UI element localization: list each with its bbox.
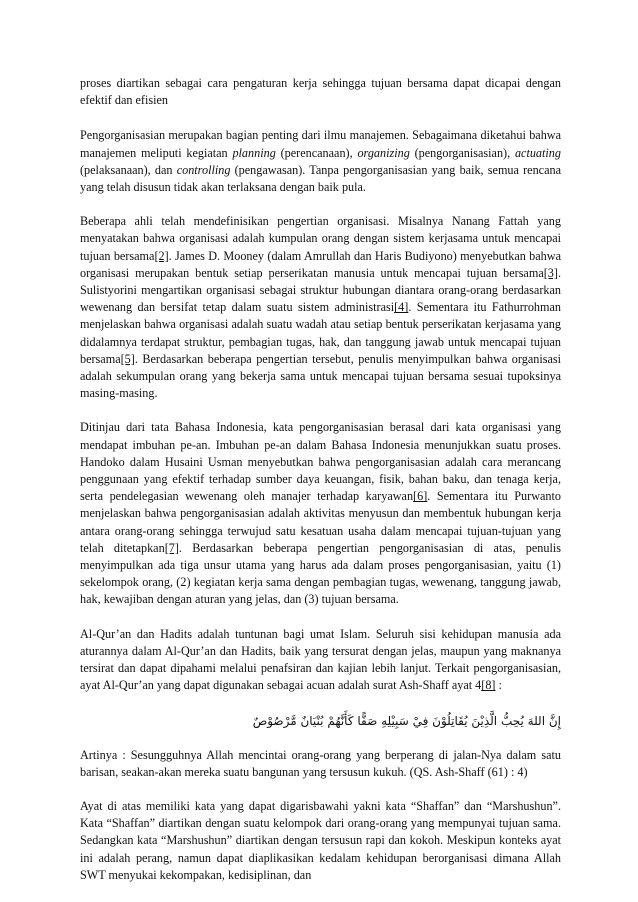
text: . Sementara itu Purwanto menjelaskan bahwa pengorganisasian adalah aktivitas menyusun dan membentuk hubungan kerja antara orang-orang sehingga terwujud satu kesatuan usaha dalam mencapai tujuan-tujuan yang telah ditetapkan xyxy=(80,489,561,555)
paragraph-7: Ayat di atas memiliki kata yang dapat digarisbawahi yakni kata “Shaffan” dan “Marshushun”. Kata “Shaffan” diartikan dengan suatu kelompok dari orang-orang yang mempunyai tujuan sama. Sedangkan kata “Marshushun” diartikan dengan tersusun rapi dan kokoh. Meskipun konteks ayat ini adalah perang, namun dapat diaplikasikan kedalam kehidupan berorganisasi dimana Allah SWT menyukai kekompakan, kedisiplinan, dan xyxy=(80,798,561,882)
footnote-link-3[interactable]: [3] xyxy=(543,265,558,280)
text: (perencanaan), xyxy=(275,145,358,160)
text: (pengorganisasian), xyxy=(409,145,515,160)
verse-translation: Artinya : Sesungguhnya Allah mencintai orang-orang yang berperang di jalan-Nya dalam satu barisan, seakan-akan mereka suatu bangunan yang tersusun kukuh. (QS. Ash-Shaff (61) : 4) xyxy=(80,747,561,779)
text: . Berdasarkan beberapa pengertian pengorganisasian di atas, penulis menyimpulkan ada tiga unsur utama yang harus ada dalam proses pengorganisasian, yaitu (1) sekelompok orang, (2) kegiatan kerja sama dengan pembagian tugas, wewenang, tanggung jawab, hak, kewajiban dengan aturan yang jelas, dan (3) tujuan bersama. xyxy=(80,540,561,607)
quran-verse-arabic: إِنَّ اللهَ يُحِبُّ الَّذِيْنَ يُقَاتِلُوْنَ فِيْ سَبِيْلِهِ صَفًّا كَأَنَّهُمْ بُنْيَانٌ مَّرْصُوْصٌ xyxy=(252,713,561,728)
text: Beberapa ahli telah mendefinisikan pengertian organisasi. Misalnya Nanang Fattah yang menyatakan bahwa organisasi adalah kumpulan orang dengan sistem kerjasama untuk mencapai tujuan bersama xyxy=(80,214,561,263)
footnote-link-6[interactable]: [6] xyxy=(413,489,428,504)
paragraph-5 xyxy=(80,626,561,695)
term-planning: planning xyxy=(232,145,276,160)
text: . James D. Mooney (dalam Amrullah dan Haris Budiyono) menyebutkan bahwa organisasi merupakan bentuk setiap perserikatan manusia untuk mencapai tujuan bersama xyxy=(80,248,561,280)
text: Ditinjau dari tata Bahasa Indonesia, kata pengorganisasian berasal dari kata organisasi yang mendapat imbuhan pe-an. Imbuhan pe-an dalam Bahasa Indonesia menunjukkan suatu proses. Handoko dalam Husaini Usman menyebutkan bahwa pengorganisasian adalah cara merancang penggunaan yang efektif terhadap sumber daya keuangan, fisik, bahan baku, dan tenaga kerja, serta pendelegasian wewenang oleh manajer terhadap karyawan xyxy=(80,420,561,504)
text: : xyxy=(495,678,502,693)
term-organizing: organizing xyxy=(357,145,410,160)
text: Al-Qur’an dan Hadits adalah tuntunan bagi umat Islam. Seluruh sisi kehidupan manusia ada aturannya dalam Al-Qur’an dan Hadits, baik yang tersurat dengan jelas, maupun yang maknanya tersirat dan dapat dipahami melalui penafsiran dan kajian lebih lanjut. Terkait pengorganisasian, ayat Al-Qur’an yang dapat digunakan sebagai acuan adalah surat Ash-Shaff ayat 4 xyxy=(80,626,561,693)
paragraph-3 xyxy=(80,213,561,402)
footnote-link-8[interactable]: [8] xyxy=(481,678,496,693)
text: . Berdasarkan beberapa pengertian tersebut, penulis menyimpulkan bahwa organisasi adalah sekumpulan orang yang bekerja sama untuk mencapai tujuan bersama sesuai tupoksinya masing-masing. xyxy=(80,351,561,401)
text: . Sulistyorini mengartikan organisasi sebagai struktur hubungan diantara orang-orang berdasarkan wewenang dan bersifat tetap dalam suatu sistem administrasi xyxy=(80,265,561,315)
text: Pengorganisasian merupakan bagian penting dari ilmu manajemen. Sebagaimana diketahui bahwa manajemen meliputi kegiatan xyxy=(80,128,561,160)
text: (pelaksanaan), dan xyxy=(80,162,177,177)
term-controlling: controlling xyxy=(176,162,231,177)
footnote-link-2[interactable]: [2] xyxy=(154,248,169,263)
text: (pengawasan). Tanpa pengorganisasian yang baik, semua rencana yang telah disusun tidak akan terlaksana dengan baik pula. xyxy=(80,162,561,195)
paragraph-4 xyxy=(80,419,561,608)
paragraph-1: proses diartikan sebagai cara pengaturan kerja sehingga tujuan bersama dapat dicapai dengan efektif dan efisien xyxy=(80,76,561,108)
term-actuating: actuating xyxy=(514,145,561,160)
footnote-link-4[interactable]: [4] xyxy=(394,300,409,315)
footnote-link-5[interactable]: [5] xyxy=(120,351,135,366)
paragraph-2 xyxy=(80,127,561,196)
document-page xyxy=(80,75,561,901)
footnote-link-7[interactable]: [7] xyxy=(164,540,179,555)
text: . Sementara itu Fathurrohman menjelaskan bahwa organisasi adalah suatu wadah atau setiap bentuk perserikatan kerjasama yang didalamnya terdapat struktur, pembagian tugas, hak, dan tanggung jawab untuk mencapai tujuan bersama xyxy=(80,300,561,366)
